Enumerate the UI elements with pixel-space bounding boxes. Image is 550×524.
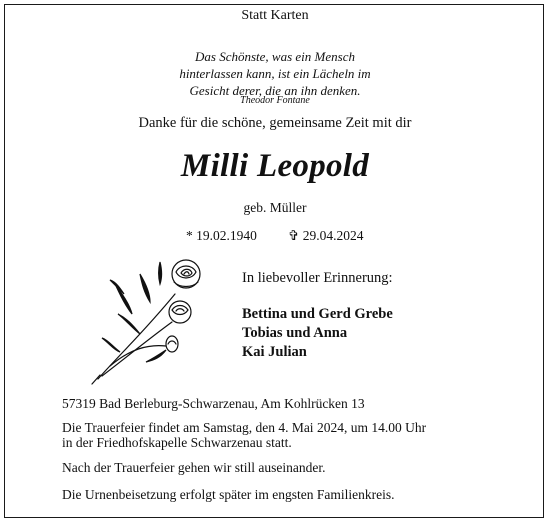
farewell-note: Nach der Trauerfeier gehen wir still auseinander. <box>62 460 326 475</box>
thanks-line: Danke für die schöne, gemeinsame Zeit mit dir <box>138 115 412 131</box>
cross-icon: ✞ <box>288 228 300 243</box>
service-line: Die Trauerfeier findet am Samstag, den 4. Mai 2024, um 14.00 Uhr <box>62 420 427 435</box>
deceased-name: Milli Leopold <box>180 148 370 184</box>
service-line: in der Friedhofskapelle Schwarzenau statt. <box>62 435 292 450</box>
death-date-value: 29.04.2024 <box>302 228 364 243</box>
urn-burial-note: Die Urnenbeisetzung erfolgt später im engsten Familienkreis. <box>62 487 395 502</box>
address: 57319 Bad Berleburg-Schwarzenau, Am Kohlrücken 13 <box>62 396 365 411</box>
birth-symbol: * <box>186 228 193 243</box>
rose-illustration-icon <box>80 254 230 386</box>
memory-heading: In liebevoller Erinnerung: <box>242 270 393 286</box>
quote-line: Gesicht derer, die an ihn denken. <box>189 83 361 98</box>
quote-line: hinterlassen kann, ist ein Lächeln im <box>179 66 371 81</box>
mourner-name: Kai Julian <box>242 344 307 360</box>
header-title: Statt Karten <box>241 8 309 23</box>
service-info <box>62 420 426 450</box>
death-date <box>288 228 363 244</box>
mourner-name: Tobias und Anna <box>242 325 348 341</box>
mourners-list <box>242 305 393 362</box>
quote-line: Das Schönste, was ein Mensch <box>195 49 355 64</box>
mourner-name: Bettina und Gerd Grebe <box>242 306 393 322</box>
maiden-name: geb. Müller <box>243 200 307 215</box>
birth-date-value: 19.02.1940 <box>196 228 257 243</box>
quote <box>0 48 550 99</box>
quote-author: Theodor Fontane <box>240 95 310 106</box>
birth-date <box>186 228 257 244</box>
